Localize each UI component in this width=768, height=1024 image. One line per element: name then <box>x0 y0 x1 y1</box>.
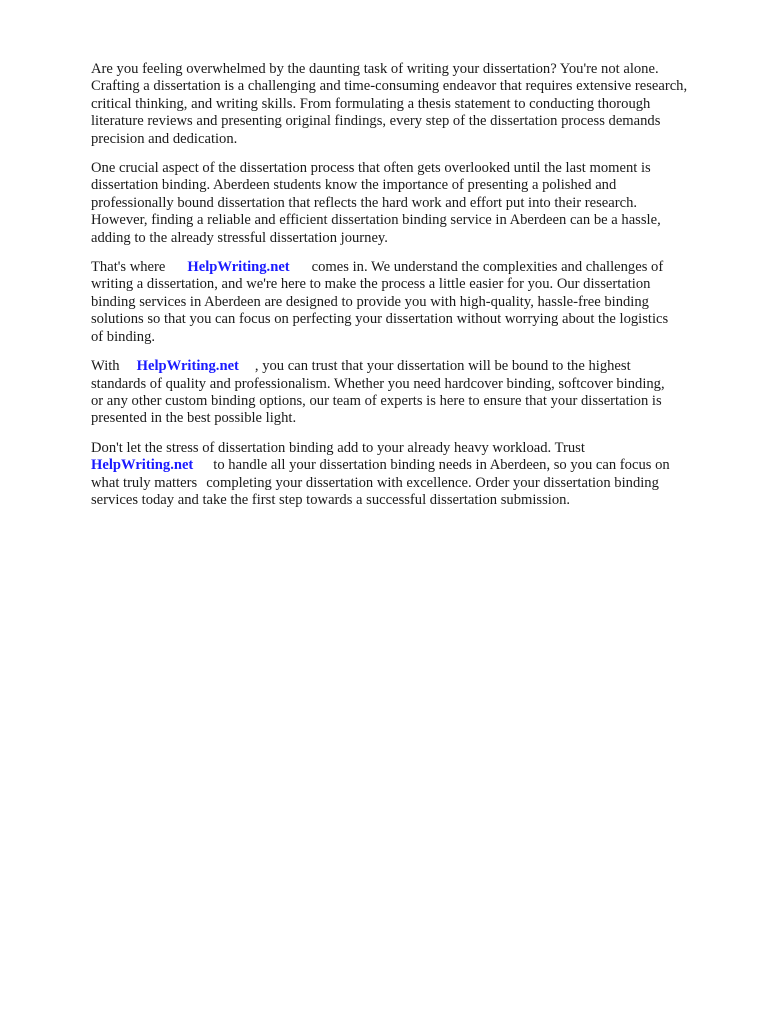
text-line: literature reviews and presenting original findings, every step of the dissertation process demands <box>91 113 661 130</box>
text-line: writing a dissertation, and we're here to make the process a little easier for you. Our dissertation <box>91 276 651 293</box>
text-line: services today and take the first step towards a successful dissertation submission. <box>91 491 571 508</box>
text-line: precision and dedication. <box>91 130 238 147</box>
text-line: Crafting a dissertation is a challenging and time-consuming endeavor that requires extensive research, <box>91 78 688 95</box>
helpwriting-link[interactable]: HelpWriting.net <box>136 358 239 375</box>
text-line <box>91 475 731 492</box>
text-line: Are you feeling overwhelmed by the daunting task of writing your dissertation? You're not alone. <box>91 61 659 77</box>
text-line: One crucial aspect of the dissertation process that often gets overlooked until the last moment is <box>91 160 651 177</box>
text-line: presented in the best possible light. <box>91 410 297 427</box>
text-line: However, finding a reliable and efficient dissertation binding service in Aberdeen can be a hassle, <box>91 212 661 229</box>
document-page <box>91 61 731 521</box>
text-line: of binding. <box>91 328 156 345</box>
text-line <box>91 457 731 474</box>
text-fragment: comes in. We understand the complexities and challenges of <box>311 259 664 276</box>
text-fragment: , you can trust that your dissertation will be bound to the highest <box>254 358 631 375</box>
helpwriting-link[interactable]: HelpWriting.net <box>187 259 290 276</box>
paragraph-closing <box>91 440 731 510</box>
text-fragment: to handle all your dissertation binding needs in Aberdeen, so you can focus on <box>213 457 670 474</box>
text-line: professionally bound dissertation that reflects the hard work and effort put into their research. <box>91 194 638 211</box>
text-line: solutions so that you can focus on perfecting your dissertation without worrying about the logistics <box>91 311 669 328</box>
helpwriting-link[interactable]: HelpWriting.net <box>91 457 194 474</box>
paragraph-binding <box>91 160 731 247</box>
text-line: dissertation binding. Aberdeen students know the importance of presenting a polished and <box>91 177 617 194</box>
text-line: binding services in Aberdeen are designed to provide you with high-quality, hassle-free binding <box>91 293 649 310</box>
text-line: critical thinking, and writing skills. From formulating a thesis statement to conducting thorough <box>91 95 651 112</box>
text-fragment: what truly matters <box>91 474 198 491</box>
text-line: adding to the already stressful dissertation journey. <box>91 229 388 246</box>
paragraph-thats-where <box>91 259 731 346</box>
paragraph-intro <box>91 61 731 148</box>
text-line: standards of quality and professionalism. Whether you need hardcover binding, softcover binding, <box>91 375 665 392</box>
text-fragment: With <box>91 358 120 375</box>
text-fragment: That's where <box>91 259 166 276</box>
text-fragment: completing your dissertation with excellence. Order your dissertation binding <box>206 474 659 491</box>
text-line <box>91 358 731 375</box>
text-line: or any other custom binding options, our team of experts is here to ensure that your dissertation is <box>91 392 662 409</box>
paragraph-with <box>91 358 731 428</box>
text-line: Don't let the stress of dissertation binding add to your already heavy workload. Trust <box>91 439 585 456</box>
text-line <box>91 259 731 276</box>
